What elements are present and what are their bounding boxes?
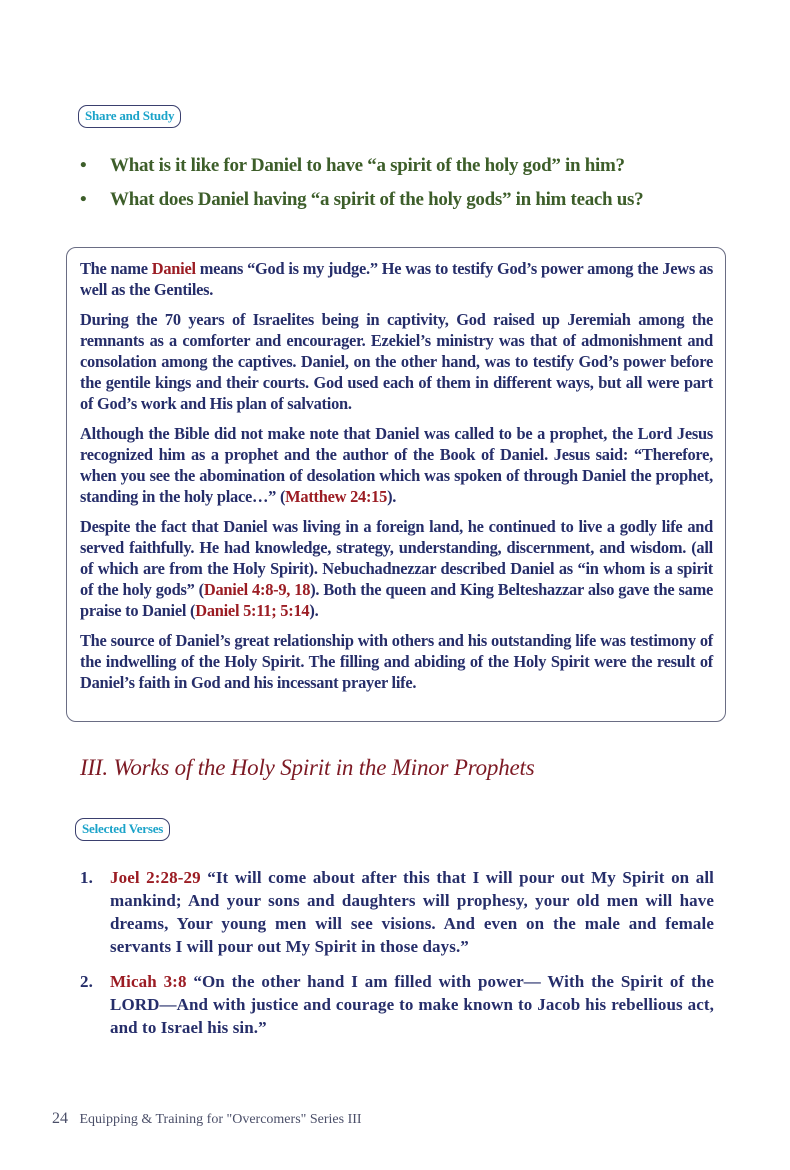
selected-verses-tag (75, 818, 170, 841)
scripture-reference: Joel 2:28-29 (110, 868, 201, 887)
text: ). Both the queen and King Belteshazzar also gave the same praise to Daniel ( (80, 580, 714, 620)
text: Although the Bible did not make note that Daniel was called to be a prophet, the Lord Jesus recognized him as a prophet and the author of the Book of Daniel. Jesus said: “Therefore, when you see the abomination of desolation which was spoken of through Daniel the prophet, standing in the holy place…” ( (80, 424, 713, 506)
name-highlight: Daniel (151, 259, 196, 278)
bullet-icon: • (80, 189, 87, 210)
scripture-reference: Matthew 24:15 (285, 487, 388, 506)
study-question (80, 154, 740, 178)
study-questions-list (80, 154, 740, 222)
text: means “God is my judge.” He was to testify God’s power among the Jews as well as the Gentiles. (80, 259, 713, 299)
study-question (80, 188, 740, 212)
selected-verses-label: Selected Verses (82, 821, 164, 836)
daniel-commentary-box (66, 247, 726, 722)
text: Despite the fact that Daniel was living in a foreign land, he continued to live a godly life and served faithfully. He had knowledge, strategy, understanding, discernment, and wisdom. (all of which are from the Holy Spirit). Nebuchadnezzar described Daniel as “in whom is a spirit of the holy gods” ( (80, 517, 713, 599)
paragraph-captivity: During the 70 years of Israelites being in captivity, God raised up Jeremiah among the remnants as a comforter and encourager. Ezekiel’s ministry was that of admonishment and consolation among the captives. Daniel, on the other hand, was to testify God’s power before the gentile kings and their courts. God used each of them in different ways, but all were part of God’s work and His plan of salvation. (80, 310, 713, 413)
paragraph-prophet (80, 423, 713, 507)
share-and-study-tag (78, 105, 181, 128)
section-heading: III. Works of the Holy Spirit in the Minor Prophets (80, 755, 535, 780)
verse-number: 1. (80, 868, 93, 887)
verse-item (80, 970, 714, 1039)
question-text: What is it like for Daniel to have “a spirit of the holy god” in him? (110, 155, 625, 176)
text: ). (309, 601, 319, 620)
book-title: Equipping & Training for "Overcomers" Series III (79, 1112, 362, 1127)
verse-text: “It will come about after this that I will pour out My Spirit on all mankind; And your sons and daughters will prophesy, your old men will have dreams, Your young men will see visions. And even on the male and female servants I will pour out My Spirit in those days.” (110, 868, 714, 956)
scripture-reference: Daniel 4:8-9, 18 (203, 580, 311, 599)
paragraph-name-meaning (80, 258, 713, 300)
bullet-icon: • (80, 155, 87, 176)
text: The name (80, 259, 152, 278)
page-footer (52, 1110, 362, 1128)
paragraph-source: The source of Daniel’s great relationship with others and his outstanding life was testimony of the indwelling of the Holy Spirit. The filling and abiding of the Holy Spirit were the result of Daniel’s faith in God and his incessant prayer life. (80, 631, 713, 692)
scripture-reference: Daniel 5:11; 5:14 (195, 601, 310, 620)
share-and-study-label: Share and Study (85, 108, 175, 123)
selected-verses-list (80, 866, 714, 1051)
text: ). (387, 487, 397, 506)
verse-number: 2. (80, 972, 93, 991)
page-number: 24 (52, 1110, 68, 1127)
verse-item (80, 866, 714, 958)
question-text: What does Daniel having “a spirit of the holy gods” in him teach us? (110, 189, 644, 210)
verse-text: “On the other hand I am filled with power— With the Spirit of the LORD—And with justice and courage to make known to Jacob his rebellious act, and to Israel his sin.” (110, 972, 714, 1037)
paragraph-godly-life (80, 516, 713, 621)
scripture-reference: Micah 3:8 (110, 972, 187, 991)
